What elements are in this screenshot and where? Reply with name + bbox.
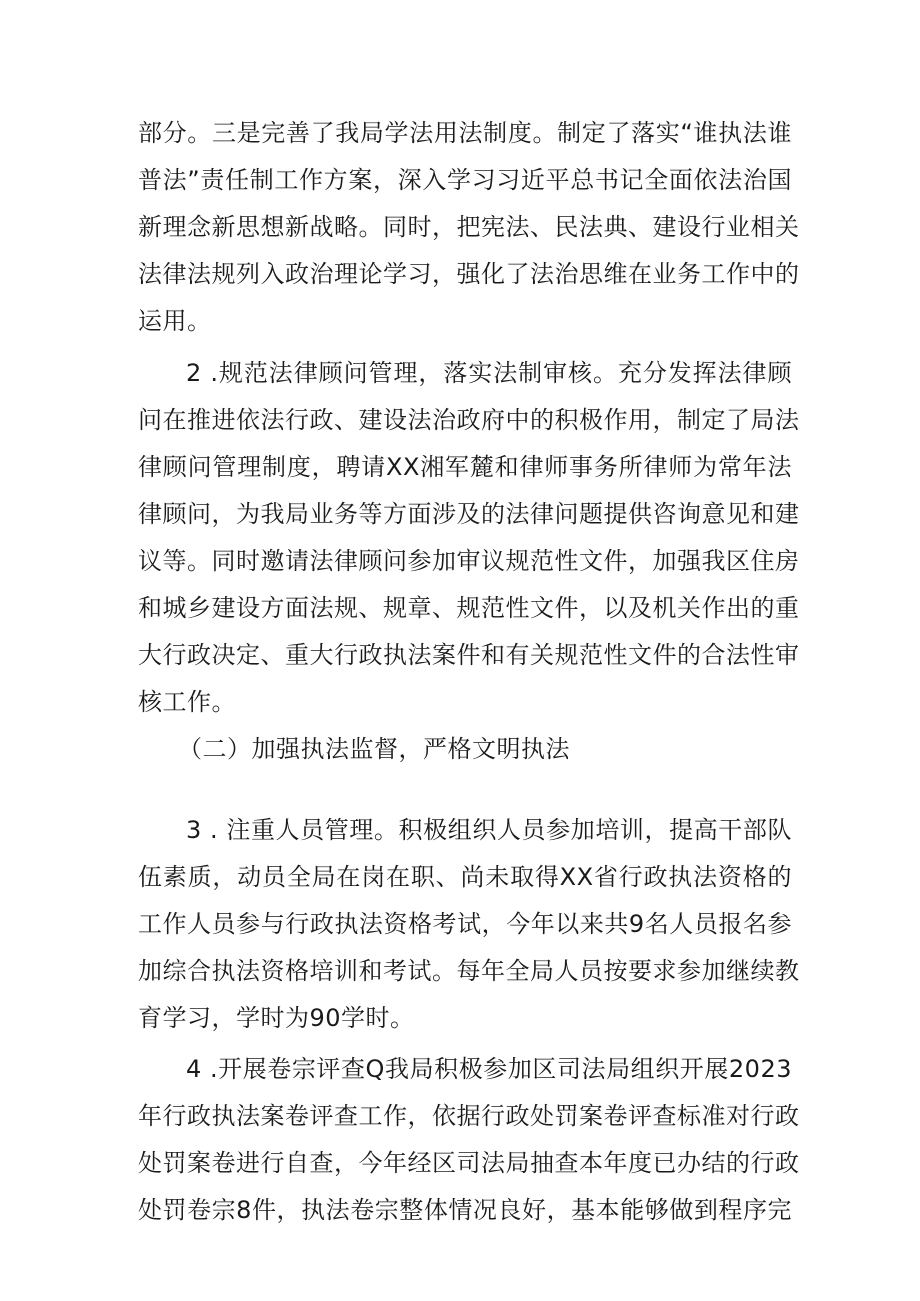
paragraph-line: 伍素质，动员全局在岗在职、尚未取得XX省行政执法资格的 [138,863,792,891]
paragraph-line: 加综合执法资格培训和考试。每年全局人员按要求参加继续教 [138,957,800,985]
paragraph-line: 2 .规范法律顾问管理，落实法制审核。充分发挥法律顾 [186,359,792,387]
paragraph-line: 新理念新思想新战略。同时，把宪法、民法典、建设行业相关 [138,213,800,241]
paragraph-line: 部分。三是完善了我局学法用法制度。制定了落实“谁执法谁 [138,119,792,147]
paragraph-line: 工作人员参与行政执法资格考试，今年以来共9名人员报名参 [138,910,792,938]
paragraph-line: 律顾问管理制度，聘请XX湘军麓和律师事务所律师为常年法 [138,453,792,481]
paragraph-line: 议等。同时邀请法律顾问参加审议规范性文件，加强我区住房 [138,547,800,575]
paragraph-line: 大行政决定、重大行政执法案件和有关规范性文件的合法性审 [138,641,800,669]
paragraph-line: 法律法规列入政治理论学习，强化了法治思维在业务工作中的 [138,260,800,288]
paragraph-line: 处罚卷宗8件，执法卷宗整体情况良好，基本能够做到程序完 [138,1196,792,1224]
section-heading: （二）加强执法监督，严格文明执法 [178,735,570,763]
paragraph-line: 育学习，学时为90学时。 [138,1004,415,1032]
paragraph-line: 处罚案卷进行自查，今年经区司法局抽查本年度已办结的行政 [138,1149,800,1177]
paragraph-line: 和城乡建设方面法规、规章、规范性文件，以及机关作出的重 [138,594,800,622]
paragraph-line: 年行政执法案卷评查工作，依据行政处罚案卷评查标准对行政 [138,1102,800,1130]
paragraph-line: 核工作。 [138,688,236,716]
paragraph-line: 问在推进依法行政、建设法治政府中的积极作用，制定了局法 [138,406,800,434]
paragraph-line: 运用。 [138,307,212,335]
paragraph-line: 普法”责任制工作方案，深入学习习近平总书记全面依法治国 [138,166,792,194]
paragraph-line: 4 .开展卷宗评查Q我局积极参加区司法局组织开展2023 [186,1055,792,1083]
paragraph-line: 律顾问，为我局业务等方面涉及的法律问题提供咨询意见和建 [138,500,800,528]
paragraph-line: 3 . 注重人员管理。积极组织人员参加培训，提高干部队 [186,816,792,844]
